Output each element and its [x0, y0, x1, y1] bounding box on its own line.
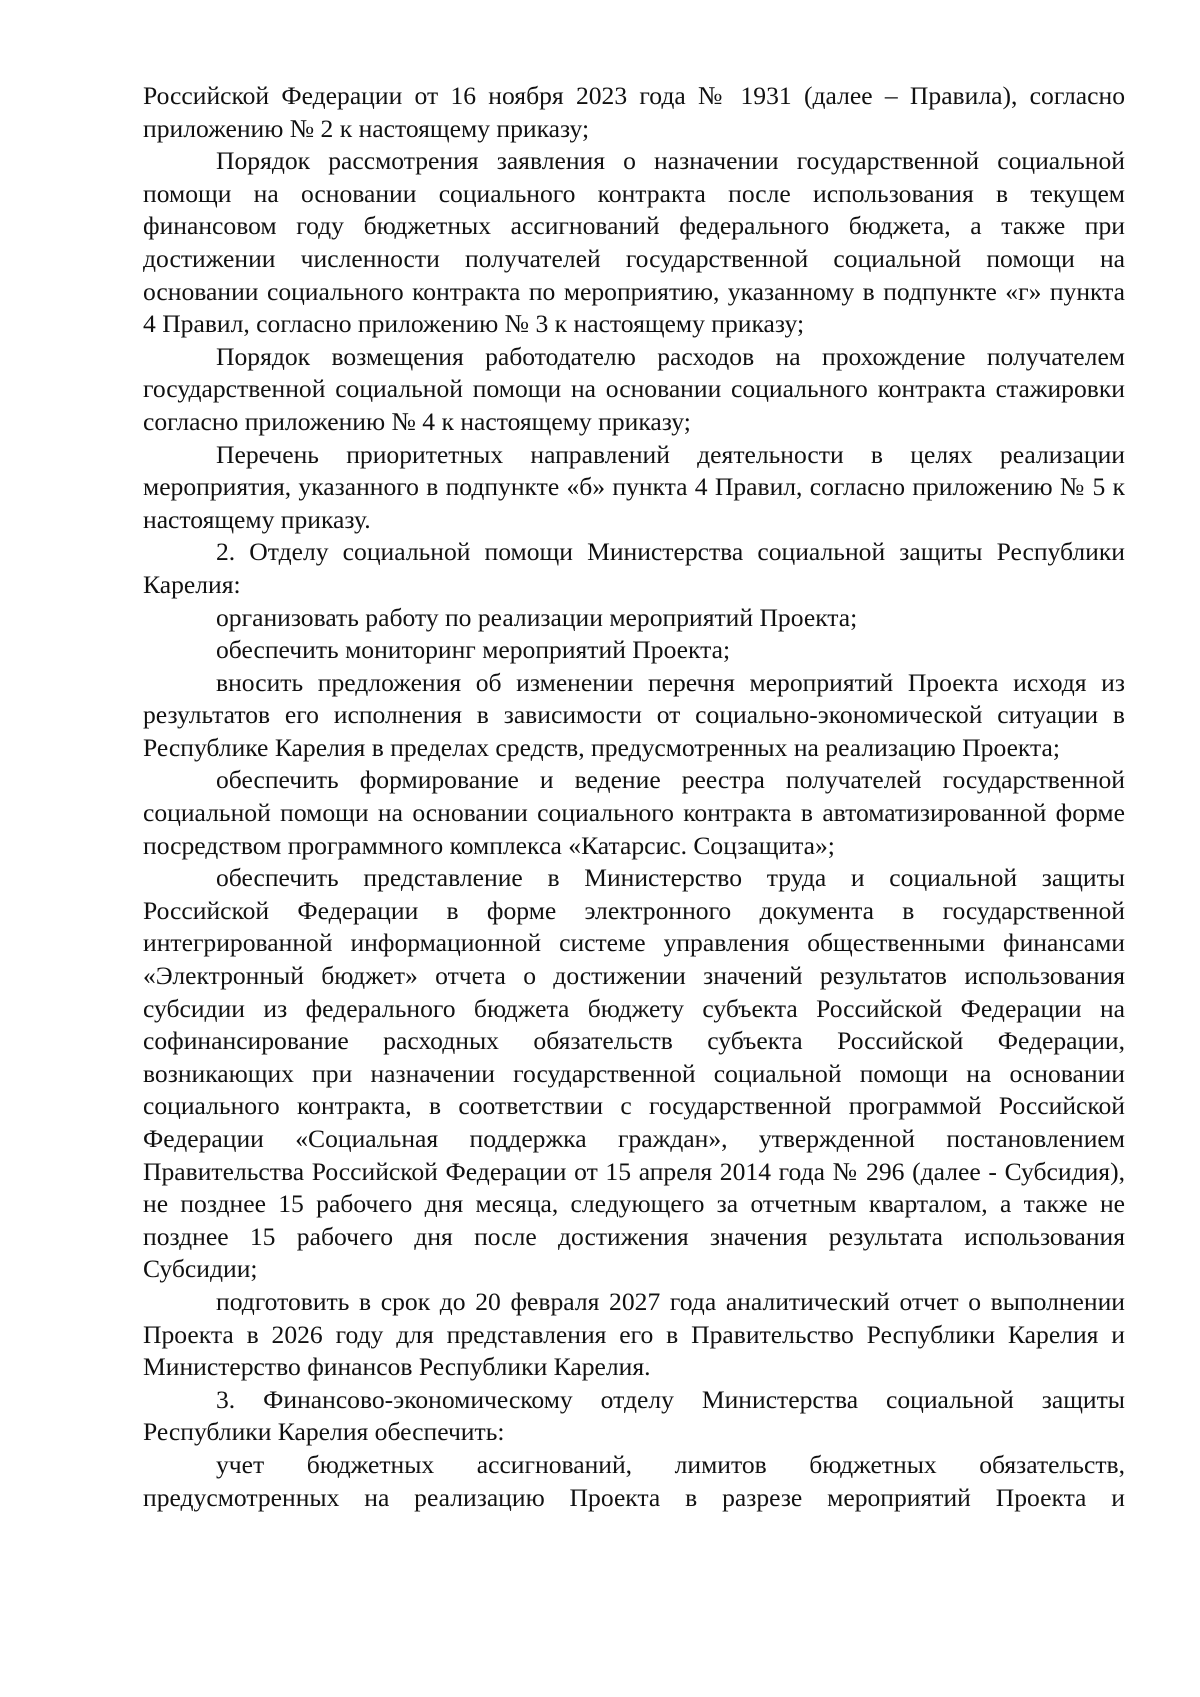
paragraph-subsidy-report: обеспечить представление в Министерство труда и социальной защиты Российской Федерации в форме электронного документа в государственной интегрированной информационной системе управления общественными финансами «Электронный бюджет» отчета о достижении значений результатов использования субсидии из федерального бюджета бюджету субъекта Российской Федерации на софинансирование расходных обязательств субъекта Российской Федерации, возникающих при назначении государственной социальной помощи на основании социального контракта, в соответствии с государственной программой Российской Федерации «Социальная поддержка граждан», утвержденной постановлением Правительства Российской Федерации от 15 апреля 2014 года № 296 (далее - Субсидия), не позднее 15 рабочего дня месяца, следующего за отчетным кварталом, а также не позднее 15 рабочего дня после достижения значения результата использования Субсидии;	[143, 863, 1125, 1284]
document-page	[143, 80, 1125, 1514]
paragraph-application-review-procedure: Порядок рассмотрения заявления о назначении государственной социальной помощи на основании социального контракта после использования в текущем финансовом году бюджетных ассигнований федерального бюджета, а также при достижении численности получателей государственной социальной помощи на основании социального контракта по мероприятию, указанному в подпункте «г» пункта 4 Правил, согласно приложению № 3 к настоящему приказу;	[143, 146, 1125, 339]
paragraph-register-maintenance: обеспечить формирование и ведение реестра получателей государственной социальной помощи на основании социального контракта в автоматизированной форме посредством программного комплекса «Катарсис. Соцзащита»;	[143, 765, 1125, 860]
paragraph-priority-directions-list: Перечень приоритетных направлений деятельности в целях реализации мероприятия, указанного в подпункте «б» пункта 4 Правил, согласно приложению № 5 к настоящему приказу.	[143, 439, 1125, 534]
paragraph-employer-compensation-procedure: Порядок возмещения работодателю расходов на прохождение получателем государственной социальной помощи на основании социального контракта стажировки согласно приложению № 4 к настоящему приказу;	[143, 341, 1125, 436]
paragraph-change-proposals: вносить предложения об изменении перечня мероприятий Проекта исходя из результатов его исполнения в зависимости от социально-экономической ситуации в Республике Карелия в пределах средств, предусмотренных на реализацию Проекта;	[143, 667, 1125, 762]
paragraph-budget-accounting: учет бюджетных ассигнований, лимитов бюджетных обязательств, предусмотренных на реализацию Проекта в разрезе мероприятий Проекта и	[143, 1449, 1125, 1512]
paragraph-analytical-report: подготовить в срок до 20 февраля 2027 года аналитический отчет о выполнении Проекта в 2026 году для представления его в Правительство Республики Карелия и Министерство финансов Республики Карелия.	[143, 1286, 1125, 1382]
paragraph-rules-reference: Российской Федерации от 16 ноября 2023 года № 1931 (далее – Правила), согласно приложению № 2 к настоящему приказу;	[143, 81, 1125, 143]
paragraph-section-2-heading: 2. Отделу социальной помощи Министерства социальной защиты Республики Карелия:	[143, 537, 1125, 599]
paragraph-monitoring: обеспечить мониторинг мероприятий Проекта;	[216, 635, 731, 665]
paragraph-section-3-heading: 3. Финансово-экономическому отделу Министерства социальной защиты Республики Карелия обеспечить:	[143, 1384, 1125, 1447]
paragraph-organize-work: организовать работу по реализации мероприятий Проекта;	[216, 602, 858, 632]
